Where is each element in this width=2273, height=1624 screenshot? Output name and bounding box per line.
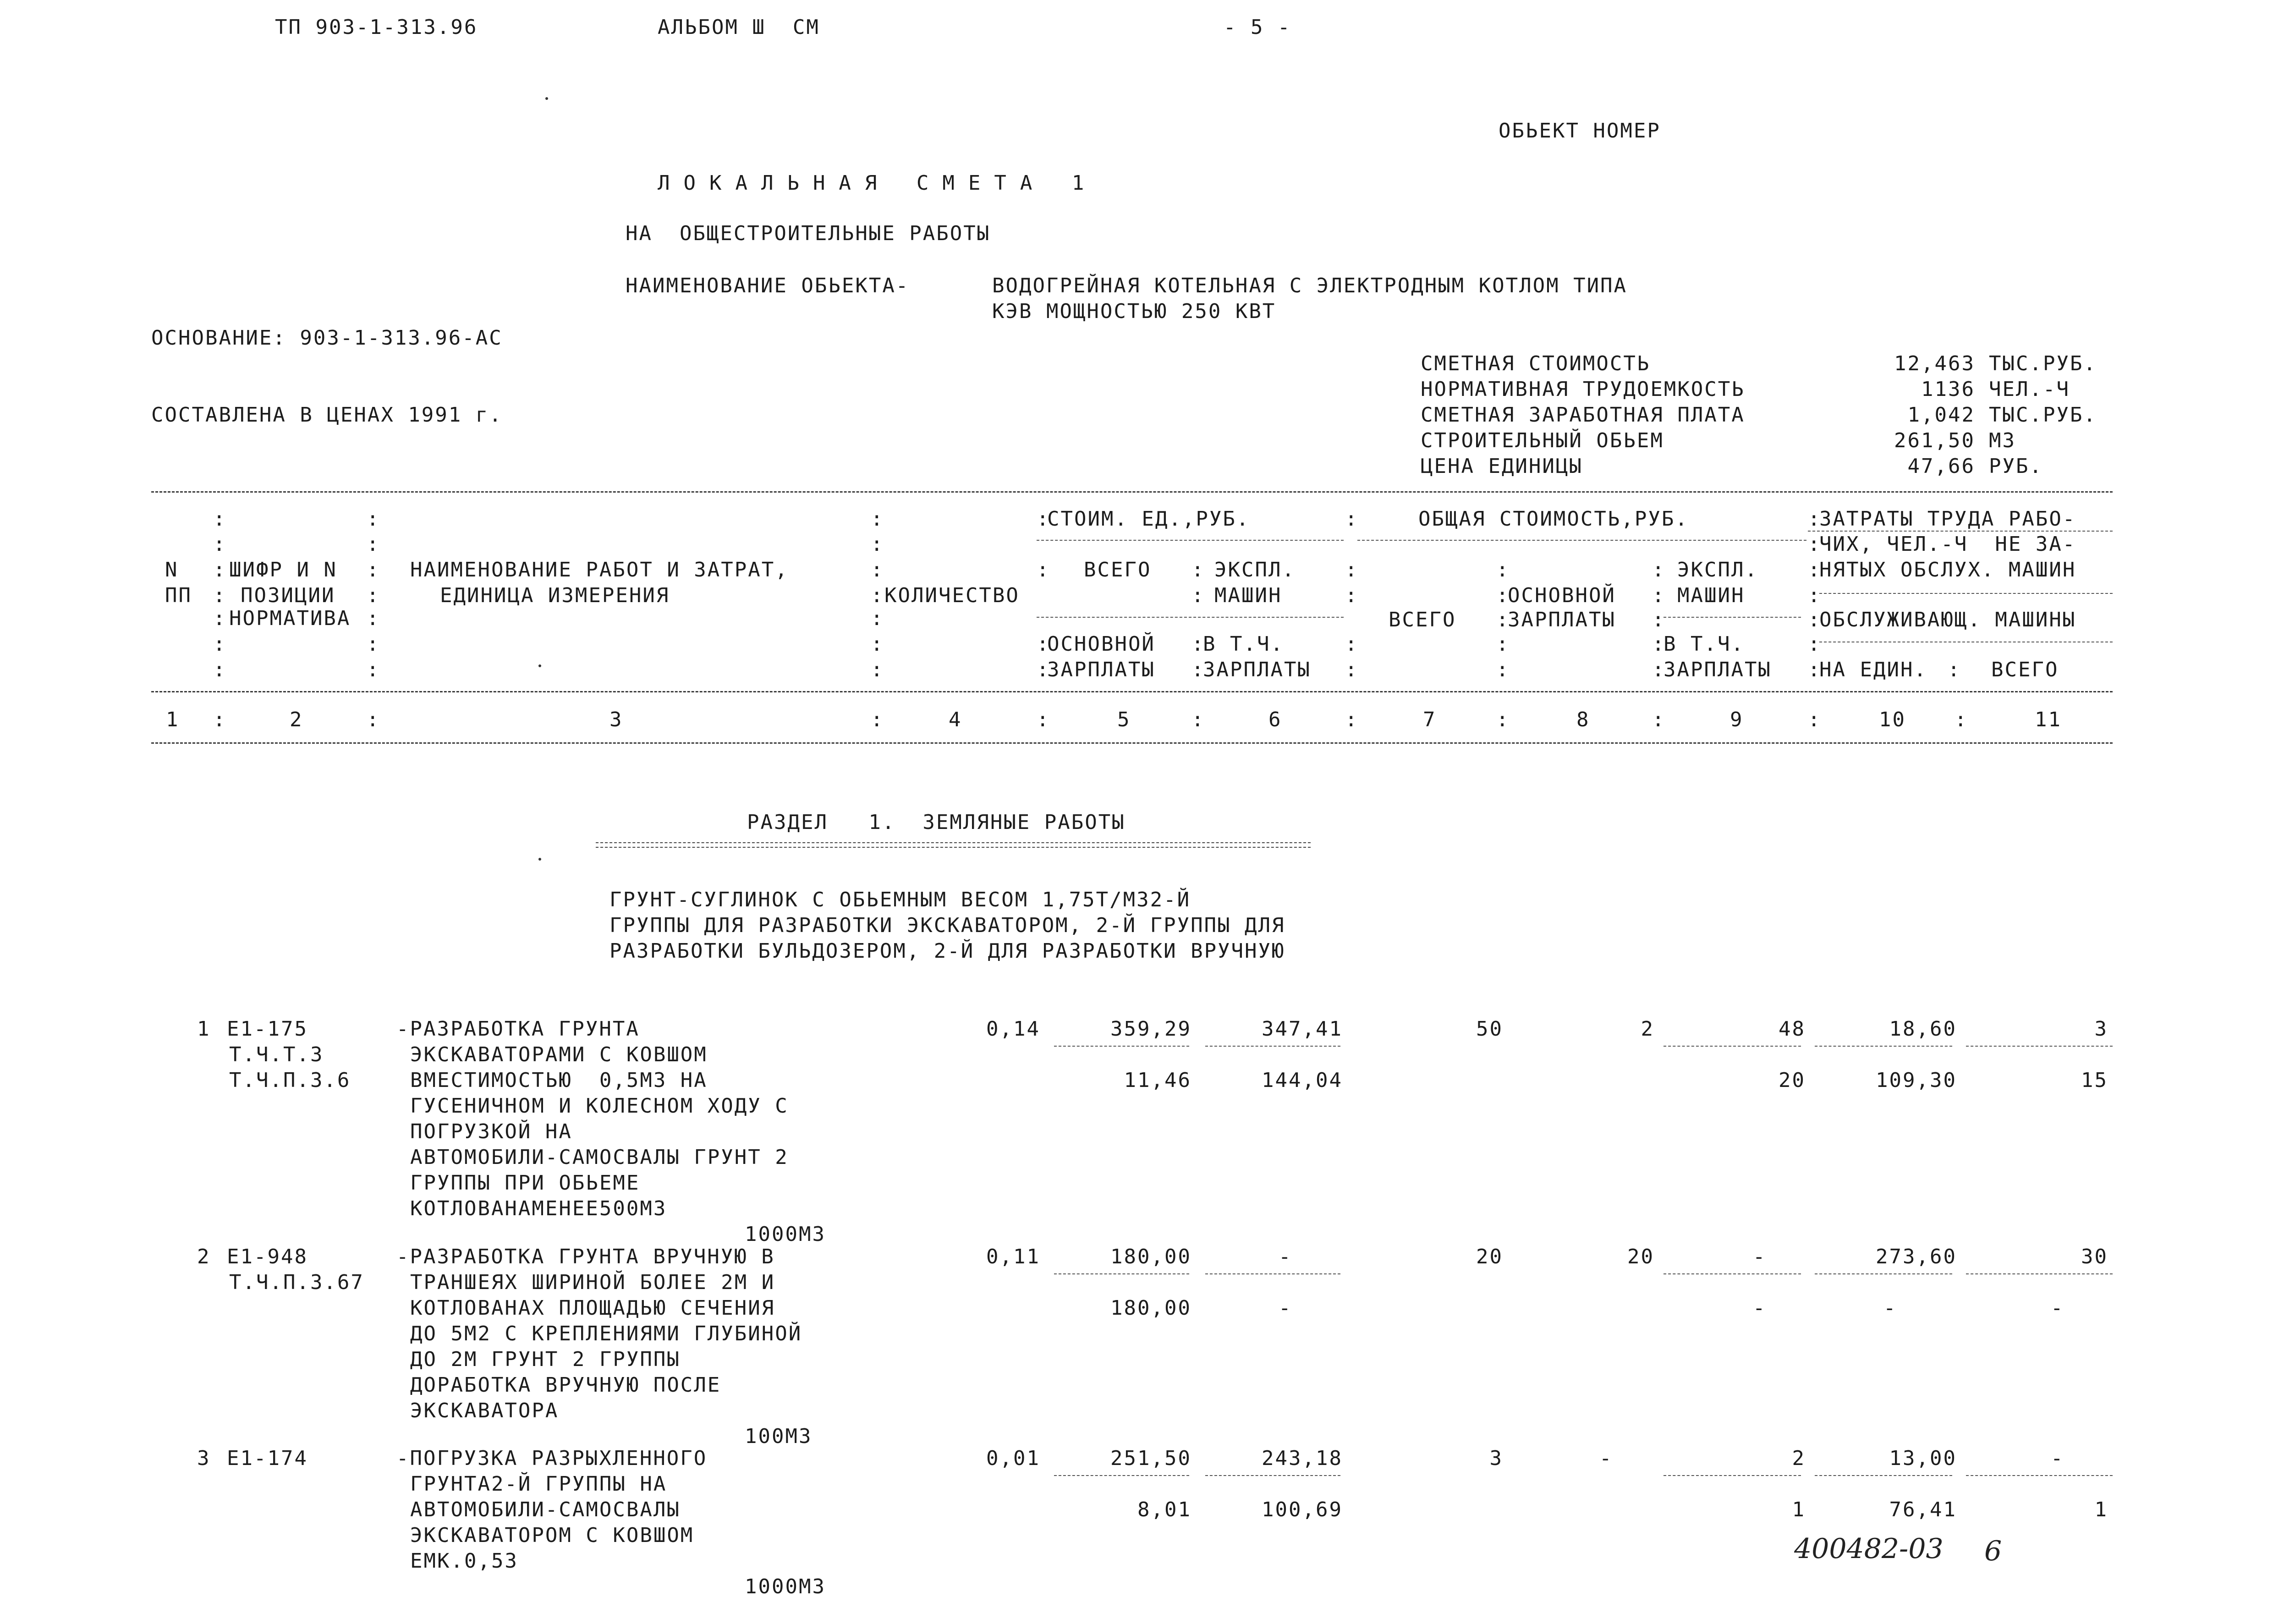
row-base-wage: 2 [1641,1017,1654,1041]
row-labor-total-2: - [2051,1296,2064,1320]
row-number: 1 [197,1017,211,1041]
col-separator: : [1808,532,1822,556]
section-underline [596,842,1311,848]
col-header-unit-mach: ЭКСПЛ. [1214,558,1296,582]
cell-rule [1815,1046,1952,1047]
col-separator: : [367,607,380,630]
col-separator: : [871,632,884,656]
subheader-rule [1819,593,2113,594]
row-labor-total: 30 [2081,1245,2108,1268]
subheader-rule [1037,617,1344,618]
col-number: 5 [1117,708,1131,731]
album-label: АЛЬБОМ Ш СМ [658,16,820,39]
row-labor-unit-2: 76,41 [1889,1498,1957,1521]
row-mach-wage: 20 [1779,1069,1806,1092]
summary-value: 12,463 [1894,352,1975,375]
col-separator: : [367,584,380,607]
row-unit-wage: 180,00 [1110,1296,1191,1320]
col-separator: : [871,708,884,731]
col-header-labor-unit: НА ЕДИН. [1819,658,1927,681]
subheader-rule [1037,540,1344,541]
col-separator: : [1808,632,1822,656]
col-separator: : [1652,608,1666,631]
row-name-line: -РАЗРАБОТКА ГРУНТА ВРУЧНУЮ В [396,1245,775,1268]
col-separator: : [213,607,227,630]
row-base-wage: 20 [1627,1245,1654,1268]
col-separator: : [1808,708,1822,731]
row-name-line: КОТЛОВАНАХ ПЛОЩАДЬЮ СЕЧЕНИЯ [410,1296,775,1320]
col-header-unit-total: ВСЕГО [1084,558,1152,582]
row-labor-total-2: 1 [2094,1498,2108,1521]
row-unit-wage: 11,46 [1124,1069,1191,1092]
cell-rule [1664,1273,1801,1274]
col-separator: : [1191,584,1205,607]
row-qty: 0,01 [986,1447,1040,1470]
row-unit-mach-wage: 144,04 [1262,1069,1343,1092]
col-separator: : [1496,632,1510,656]
col-separator: : [367,558,380,582]
col-header-unit-mach-wage: ЗАРПЛАТЫ [1203,658,1311,681]
cell-rule [1966,1046,2113,1047]
col-separator: : [213,658,227,681]
cell-rule [1815,1273,1952,1274]
col-number: 7 [1423,708,1437,731]
col-header-labor: НЯТЫХ ОБСЛУХ. МАШИН [1819,558,2076,582]
col-header-mach-wage: В Т.Ч. [1664,632,1745,656]
row-name-line: ГУСЕНИЧНОМ И КОЛЕСНОМ ХОДУ С [410,1094,789,1118]
col-separator: : [871,558,884,582]
col-header-code: ШИФР И N [229,558,337,582]
cell-rule [1054,1475,1189,1476]
col-header-mach: ЭКСПЛ. [1677,558,1758,582]
cell-rule [1205,1475,1340,1476]
col-separator: : [367,507,380,531]
row-unit: 1000М3 [745,1223,826,1246]
row-unit-total: 251,50 [1110,1447,1191,1470]
col-separator: : [1808,507,1822,531]
cell-rule [1054,1273,1189,1274]
stray-dot [538,858,541,861]
col-separator: : [1652,658,1666,681]
col-number: 4 [949,708,962,731]
row-labor-unit: 18,60 [1889,1017,1957,1041]
row-unit-total: 180,00 [1110,1245,1191,1268]
col-separator: : [1191,558,1205,582]
row-name-line: ПОГРУЗКОЙ НА [410,1120,572,1143]
row-unit-mach: - [1279,1245,1292,1268]
col-separator: : [1345,584,1359,607]
row-number: 3 [197,1447,211,1470]
document-code: ТП 903-1-313.96 [275,16,478,39]
subheader-rule [1664,617,1801,618]
stray-dot [545,97,548,100]
col-separator: : [1037,708,1050,731]
header-bottom-rule [151,742,2113,744]
summary-value: 1136 [1921,378,1975,401]
row-name-line: ТРАНШЕЯХ ШИРИНОЙ БОЛЕЕ 2М И [410,1271,775,1294]
handwritten-stamp: 400482-03 [1794,1533,1944,1565]
col-separator: : [871,607,884,630]
col-separator: : [1808,658,1822,681]
col-number: 8 [1576,708,1590,731]
stray-dot [538,664,541,667]
col-separator: : [871,507,884,531]
col-header-unit-mach: МАШИН [1214,584,1282,607]
summary-value: 1,042 [1907,403,1975,427]
row-code: Т.Ч.Т.3 [229,1043,324,1066]
object-name-label: НАИМЕНОВАНИЕ ОБЬЕКТА- [626,274,910,297]
row-name-line: ЭКСКАВАТОРАМИ С КОВШОМ [410,1043,708,1066]
col-separator: : [1037,658,1050,681]
col-header-labor: ЗАТРАТЫ ТРУДА РАБО- [1819,507,2076,531]
row-code: Е1-175 [227,1017,308,1041]
row-total: 3 [1489,1447,1503,1470]
col-number: 11 [2035,708,2062,731]
row-code: Т.Ч.П.3.6 [229,1069,351,1092]
col-separator: : [1191,708,1205,731]
row-unit-wage: 8,01 [1137,1498,1191,1521]
col-separator: : [1496,558,1510,582]
section-note-line: ГРУППЫ ДЛЯ РАЗРАБОТКИ ЭКСКАВАТОРОМ, 2-Й ГРУППЫ ДЛЯ [609,914,1285,937]
object-number-label: ОБЬЕКТ НОМЕР [1499,119,1661,143]
prices-year: СОСТАВЛЕНА В ЦЕНАХ 1991 г. [151,403,503,427]
col-separator: : [1345,658,1359,681]
section-title: РАЗДЕЛ 1. ЗЕМЛЯНЫЕ РАБОТЫ [747,811,1126,834]
row-mach-wage: - [1753,1296,1767,1320]
row-unit: 100М3 [745,1425,813,1448]
col-separator: : [213,632,227,656]
col-separator: : [1037,558,1050,582]
col-header-total-all: ВСЕГО [1389,608,1456,631]
row-labor-unit-2: - [1883,1296,1897,1320]
col-separator: : [871,584,884,607]
col-separator: : [1652,632,1666,656]
row-mach: - [1753,1245,1767,1268]
col-separator: : [1496,708,1510,731]
col-header-base-wage: ОСНОВНОЙ [1508,584,1616,607]
col-separator: : [367,708,380,731]
col-separator: : [1496,608,1510,631]
row-unit-mach-wage: 100,69 [1262,1498,1343,1521]
object-name-line-2: КЭВ МОЩНОСТЬЮ 250 КВТ [992,300,1276,323]
row-name-line: АВТОМОБИЛИ-САМОСВАЛЫ [410,1498,681,1521]
cell-rule [1664,1475,1801,1476]
col-header-total-cost: ОБЩАЯ СТОИМОСТЬ,РУБ. [1418,507,1689,531]
row-base-wage: - [1599,1447,1613,1470]
row-unit-mach: 347,41 [1262,1017,1343,1041]
row-name-line: ДО 2М ГРУНТ 2 ГРУППЫ [410,1348,681,1371]
col-separator: : [213,507,227,531]
col-header-unit-cost: СТОИМ. ЕД.,РУБ. [1047,507,1250,531]
col-separator: : [367,658,380,681]
col-header-labor-total: ВСЕГО [1991,658,2059,681]
col-separator: : [213,708,227,731]
row-labor-unit: 13,00 [1889,1447,1957,1470]
col-number: 3 [609,708,623,731]
col-separator: : [213,584,227,607]
summary-unit: РУБ. [1989,455,2043,478]
col-number: 6 [1268,708,1282,731]
row-name-line: ГРУППЫ ПРИ ОБЬЕМЕ [410,1171,640,1195]
row-name-line: КОТЛОВАНАМЕНЕЕ500М3 [410,1197,667,1220]
col-separator: : [1808,608,1822,631]
summary-unit: ТЫС.РУБ. [1989,352,2097,375]
subheader-rule [1357,540,1806,541]
col-separator: : [1345,507,1359,531]
col-number: 2 [290,708,303,731]
col-number: 1 [166,708,180,731]
col-header-name: ЕДИНИЦА ИЗМЕРЕНИЯ [440,584,670,607]
col-separator: : [1955,708,1968,731]
cell-rule [1966,1273,2113,1274]
document-subtitle: НА ОБЩЕСТРОИТЕЛЬНЫЕ РАБОТЫ [626,222,991,245]
summary-unit: ТЫС.РУБ. [1989,403,2097,427]
col-separator: : [1345,632,1359,656]
col-header-code: НОРМАТИВА [229,607,351,630]
col-separator: : [1808,584,1822,607]
row-name-line: -РАЗРАБОТКА ГРУНТА [396,1017,640,1041]
col-separator: : [871,658,884,681]
col-separator: : [871,532,884,556]
row-unit-mach: 243,18 [1262,1447,1343,1470]
page-number: - 5 - [1224,16,1291,39]
col-header-num: ПП [165,584,192,607]
summary-label: ЦЕНА ЕДИНИЦЫ [1421,455,1583,478]
cell-rule [1664,1046,1801,1047]
row-name-line: -ПОГРУЗКА РАЗРЫХЛЕННОГО [396,1447,708,1470]
col-header-mach: МАШИН [1677,584,1745,607]
col-separator: : [213,532,227,556]
col-separator: : [1345,558,1359,582]
col-number: 9 [1730,708,1744,731]
col-separator: : [367,532,380,556]
row-mach: 2 [1792,1447,1806,1470]
summary-label: СТРОИТЕЛЬНЫЙ ОБЬЕМ [1421,429,1664,452]
col-header-name: НАИМЕНОВАНИЕ РАБОТ И ЗАТРАТ, [410,558,789,582]
col-separator: : [1191,658,1205,681]
col-header-base-wage: ЗАРПЛАТЫ [1508,608,1616,631]
col-separator: : [1652,558,1666,582]
row-code: Е1-948 [227,1245,308,1268]
row-qty: 0,11 [986,1245,1040,1268]
cell-rule [1966,1475,2113,1476]
row-name-line: АВТОМОБИЛИ-САМОСВАЛЫ ГРУНТ 2 [410,1146,789,1169]
summary-value: 261,50 [1894,429,1975,452]
row-unit-total: 359,29 [1110,1017,1191,1041]
row-code: Т.Ч.П.3.67 [229,1271,364,1294]
header-mid-rule [151,691,2113,692]
section-note-line: РАЗРАБОТКИ БУЛЬДОЗЕРОМ, 2-Й ДЛЯ РАЗРАБОТКИ ВРУЧНУЮ [609,939,1285,963]
basis-text: ОСНОВАНИЕ: 903-1-313.96-АС [151,326,503,350]
summary-label: НОРМАТИВНАЯ ТРУДОЕМКОСТЬ [1421,378,1745,401]
row-labor-total: 3 [2094,1017,2108,1041]
col-header-labor: ОБСЛУЖИВАЮЩ. МАШИНЫ [1819,608,2076,631]
col-header-labor: ЧИХ, ЧЕЛ.-Ч НЕ ЗА- [1819,532,2076,556]
summary-unit: ЧЕЛ.-Ч [1989,378,2070,401]
summary-label: СМЕТНАЯ ЗАРАБОТНАЯ ПЛАТА [1421,403,1745,427]
header-top-rule [151,491,2113,493]
col-separator: : [213,558,227,582]
document-title: ЛОКАЛЬНАЯ СМЕТА 1 [658,171,1098,195]
cell-rule [1054,1046,1189,1047]
row-qty: 0,14 [986,1017,1040,1041]
col-separator: : [1345,708,1359,731]
row-mach: 48 [1779,1017,1806,1041]
row-unit: 1000М3 [745,1575,826,1598]
col-header-unit-wage: ОСНОВНОЙ [1047,632,1155,656]
row-code: Е1-174 [227,1447,308,1470]
row-labor-unit-2: 109,30 [1876,1069,1957,1092]
col-separator: : [1652,584,1666,607]
section-note-line: ГРУНТ-СУГЛИНОК С ОБЬЕМНЫМ ВЕСОМ 1,75Т/М32-Й [609,888,1191,911]
row-total: 20 [1476,1245,1503,1268]
col-separator: : [1037,507,1050,531]
col-separator: : [1948,658,1961,681]
col-separator: : [1037,632,1050,656]
cell-rule [1205,1273,1340,1274]
col-header-qty: КОЛИЧЕСТВО [884,584,1020,607]
row-name-line: ЭКСКАВАТОРА [410,1399,559,1422]
cell-rule [1815,1475,1952,1476]
col-separator: : [1808,558,1822,582]
col-header-unit-mach-wage: В Т.Ч. [1203,632,1284,656]
summary-value: 47,66 [1907,455,1975,478]
col-separator: : [1496,658,1510,681]
col-separator: : [1496,584,1510,607]
col-header-num: N [165,558,179,582]
col-header-mach-wage: ЗАРПЛАТЫ [1664,658,1772,681]
row-name-line: ДОРАБОТКА ВРУЧНУЮ ПОСЛЕ [410,1373,721,1397]
handwritten-sheet-number: 6 [1984,1535,2002,1567]
row-total: 50 [1476,1017,1503,1041]
row-name-line: ДО 5М2 С КРЕПЛЕНИЯМИ ГЛУБИНОЙ [410,1322,802,1345]
summary-label: СМЕТНАЯ СТОИМОСТЬ [1421,352,1651,375]
row-unit-mach-wage: - [1279,1296,1292,1320]
row-labor-unit: 273,60 [1876,1245,1957,1268]
row-name-line: ЭКСКАВАТОРОМ С КОВШОМ [410,1524,694,1547]
row-mach-wage: 1 [1792,1498,1806,1521]
col-separator: : [1652,708,1666,731]
row-labor-total-2: 15 [2081,1069,2108,1092]
col-header-unit-wage: ЗАРПЛАТЫ [1047,658,1155,681]
col-separator: : [1191,632,1205,656]
row-name-line: ГРУНТА2-Й ГРУППЫ НА [410,1472,667,1496]
object-name-line-1: ВОДОГРЕЙНАЯ КОТЕЛЬНАЯ С ЭЛЕКТРОДНЫМ КОТЛОМ ТИПА [992,274,1628,297]
cell-rule [1205,1046,1340,1047]
summary-unit: М3 [1989,429,2016,452]
row-name-line: ВМЕСТИМОСТЬЮ 0,5М3 НА [410,1069,708,1092]
col-separator: : [367,632,380,656]
row-number: 2 [197,1245,211,1268]
row-name-line: ЕМК.0,53 [410,1549,518,1573]
col-header-code: ПОЗИЦИИ [241,584,335,607]
col-number: 10 [1879,708,1906,731]
row-labor-total: - [2051,1447,2064,1470]
